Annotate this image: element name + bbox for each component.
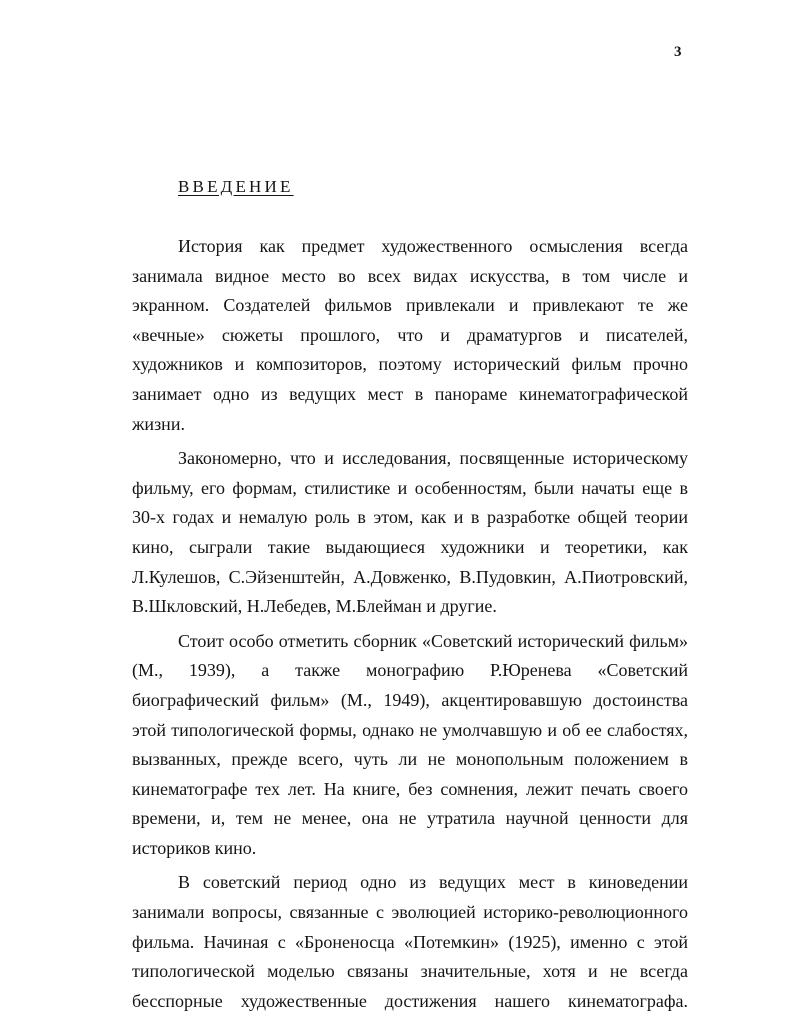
paragraph-collection: Стоит особо отметить сборник «Советский исторический фильм» (М., 1939), а также монографию Р.Юренева «Советский биографический фильм» (М., 1949), акцентировавшую достоинства этой типологической формы, однако не умолчавшую и об ее слабостях, вызванных, прежде всего, чуть ли не монопольным положением в кинематографе тех лет. На книге, без сомнения, лежит печать своего времени, и, тем не менее, она не утратила научной ценности для историков кино. (132, 630, 688, 858)
page-number: 3 (674, 44, 682, 60)
paragraph-soviet-period: В советский период одно из ведущих мест в киноведении занимали вопросы, связанные с эволюцией историко-революционного фильма. Начиная с «Броненосца «Потемкин» (1925), именно с этой типологической моделью связаны значительные, хотя и не всегда бесспорные художественные достижения нашего кинематографа. (132, 872, 688, 1011)
paragraph-intro: История как предмет художественного осмысления всегда занимала видное место во всех видах искусства, в том числе и экранном. Создателей фильмов привлекали и привлекают те же «вечные» сюжеты прошлого, что и драматургов и писателей, художников и композиторов, поэтому исторический фильм прочно занимает одно из ведущих мест в панораме кинематографической жизни. (132, 236, 688, 434)
paragraph-research: Закономерно, что и исследования, посвященные историческому фильму, его формам, стилистике и особенностям, были начаты еще в 30-х годах и немалую роль в этом, как и в разработке общей теории кино, сыграли такие выдающиеся художники и теоретики, как Л.Кулешов, С.Эйзенштейн, А.Довженко, В.Пудовкин, А.Пиотровский, В.Шкловский, Н.Лебедев, М.Блейман и другие. (132, 448, 688, 617)
body-text (132, 232, 688, 1016)
section-heading: ВВЕДЕНИЕ (178, 177, 294, 196)
